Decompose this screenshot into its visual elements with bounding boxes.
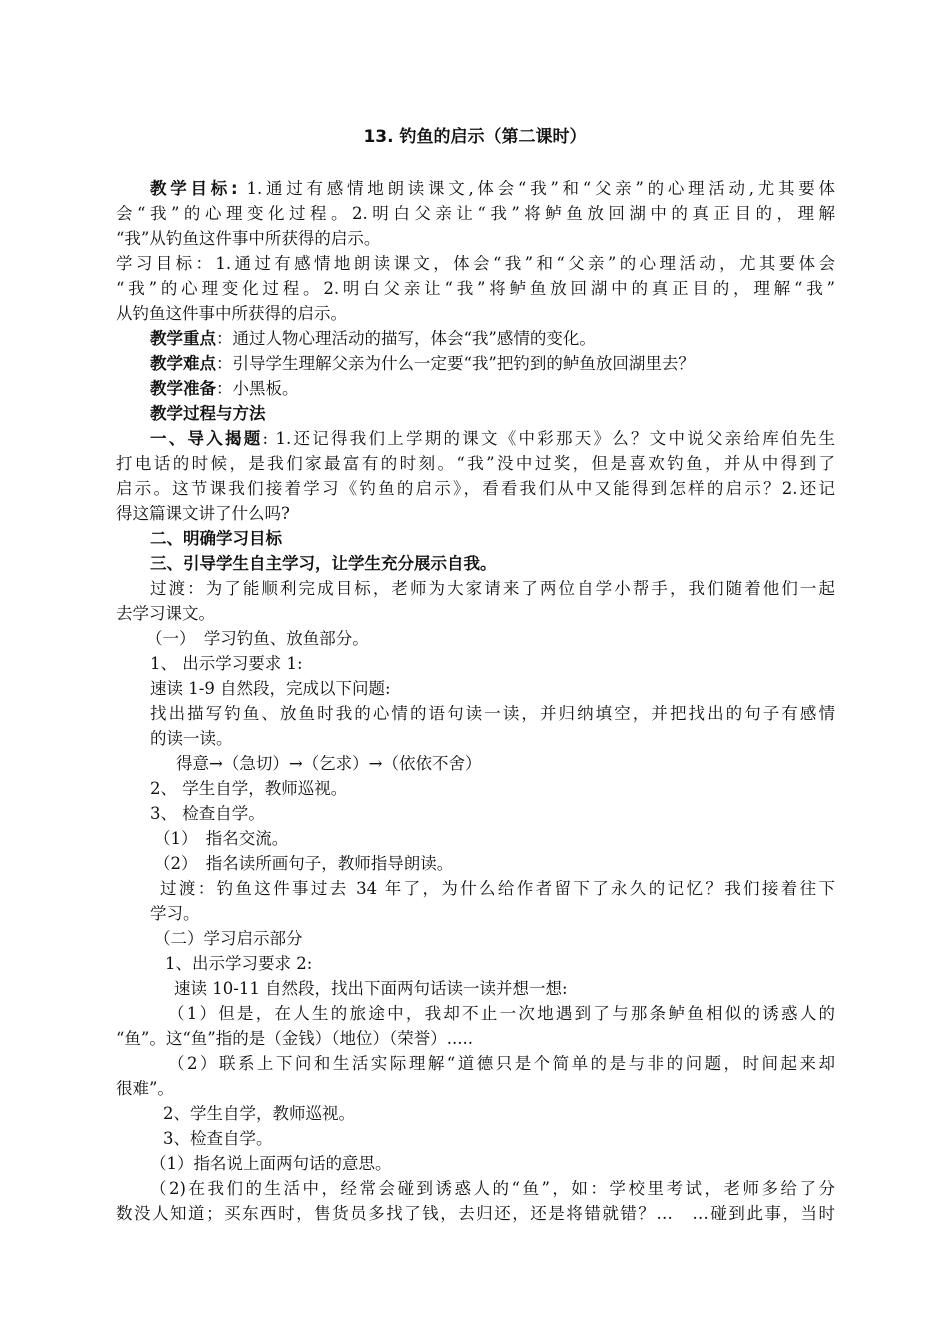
section1-text-1: : 1.还记得我们上学期的课文《中彩那天》么？文中说父亲给库伯先生 <box>262 429 836 448</box>
transition1-line-1: 过渡：为了能顺利完成目标，老师为大家请来了两位自学小帮手，我们随着他们一起 <box>150 579 835 598</box>
part2-sub-2-line-2: 数没人知道；买东西时，售货员多找了钱，去归还，还是将错就错？… …碰到此事，当时 <box>116 1204 835 1223</box>
part2-read: 速读 10-11 自然段，找出下面两句话读一读并想一想: <box>174 979 568 998</box>
part1-sub-2: （2） 指名读所画句子，教师指导朗读。 <box>154 854 454 873</box>
section1-line-4: 得这篇课文讲了什么吗? <box>116 504 290 523</box>
preparation <box>150 376 299 402</box>
part2-sub-1: （1）指名说上面两句话的意思。 <box>150 1154 392 1173</box>
learning-goal-line-3: 从钓鱼这件事中所获得的启示。 <box>116 304 347 323</box>
section3-heading: 三、引导学生自主学习，让学生充分展示自我。 <box>150 554 497 573</box>
emotion-chain: 得意→（急切）→（乞求）→（依依不舍） <box>176 754 482 773</box>
part1-task-line-2: 的读一读。 <box>150 729 233 748</box>
teaching-goal-text-1: 1.通过有感情地朗读课文,体会“我”和“父亲”的心理活动,尤其要体 <box>237 179 835 198</box>
part1-task-line-1: 找出描写钓鱼、放鱼时我的心情的语句读一读，并归纳填空，并把找出的句子有感情 <box>150 704 835 723</box>
part2-q1-line-2: “鱼”。这“鱼”指的是（金钱）（地位）（荣誉）..... <box>116 1029 473 1048</box>
part2-q1-line-1: （1）但是，在人生的旅途中，我却不止一次地遇到了与那条鲈鱼相似的诱惑人的 <box>168 1004 835 1023</box>
part2-q2-line-2: 很难”。 <box>116 1079 174 1098</box>
learning-goal-line-1: 学习目标：1.通过有感情地朗读课文，体会“我”和“父亲”的心理活动，尤其要体会 <box>116 254 835 273</box>
transition2-line-2: 学习。 <box>150 904 200 923</box>
section2-heading: 二、明确学习目标 <box>150 529 282 548</box>
difficulty-text: ：引导学生理解父亲为什么一定要“我”把钓到的鲈鱼放回湖里去？ <box>216 354 695 373</box>
key-point-text: ：通过人物心理活动的描写，体会“我”感情的变化。 <box>216 329 596 348</box>
teaching-goal-label: 教学目标: <box>150 179 238 198</box>
part2-requirement: 1、出示学习要求 2: <box>165 954 313 973</box>
part2-step-3: 3、检查自学。 <box>163 1129 273 1148</box>
key-point-label: 教学重点 <box>150 329 216 348</box>
section1-line-2: 打电话的时候，是我们家最富有的时刻。“我”没中过奖，但是喜欢钓鱼，并从中得到了 <box>116 454 835 473</box>
process-heading: 教学过程与方法 <box>150 404 266 423</box>
preparation-text: ：小黑板。 <box>216 379 299 398</box>
part2-sub-2-line-1: （2)在我们的生活中，经常会碰到诱惑人的“鱼”，如：学校里考试，老师多给了分 <box>150 1179 835 1198</box>
section1-line-3: 启示。这节课我们接着学习《钓鱼的启示》，看看我们从中又能得到怎样的启示？2.还记 <box>116 479 835 498</box>
teaching-goal-line-2: 会“我”的心理变化过程。2.明白父亲让“我”将鲈鱼放回湖中的真正目的，理解 <box>116 204 835 223</box>
page-title: 13. 钓鱼的启示（第二课时） <box>363 127 587 147</box>
transition1-line-2: 去学习课文。 <box>116 604 215 623</box>
key-point <box>150 326 596 352</box>
part2-q2-line-1: （2）联系上下问和生活实际理解“道德只是个简单的是与非的问题，时间起来却 <box>168 1054 835 1073</box>
part2-step-2: 2、学生自学，教师巡视。 <box>163 1104 355 1123</box>
part1-sub-1: （1） 指名交流。 <box>154 829 289 848</box>
section1-label: 一、导入揭题 <box>150 429 263 448</box>
difficulty-label: 教学难点 <box>150 354 216 373</box>
learning-goal-line-2: “我”的心理变化过程。2.明白父亲让“我”将鲈鱼放回湖中的真正目的，理解“我” <box>116 279 835 298</box>
part2-heading: （二）学习启示部分 <box>154 929 303 948</box>
part1-requirement: 1、 出示学习要求 1: <box>150 654 303 673</box>
section1-line-1 <box>150 426 835 452</box>
transition2-line-1: 过渡：钓鱼这件事过去 34 年了，为什么给作者留下了永久的记忆？我们接着往下 <box>160 879 835 898</box>
teaching-goal-line-1 <box>150 176 835 202</box>
difficulty <box>150 351 695 377</box>
part1-heading: （一） 学习钓鱼、放鱼部分。 <box>146 629 369 648</box>
teaching-goal-line-3: “我”从钓鱼这件事中所获得的启示。 <box>116 229 381 248</box>
part1-read: 速读 1-9 自然段，完成以下问题: <box>150 679 391 698</box>
preparation-label: 教学准备 <box>150 379 216 398</box>
part1-step-3: 3、 检查自学。 <box>150 804 265 823</box>
part1-step-2: 2、 学生自学，教师巡视。 <box>150 779 348 798</box>
